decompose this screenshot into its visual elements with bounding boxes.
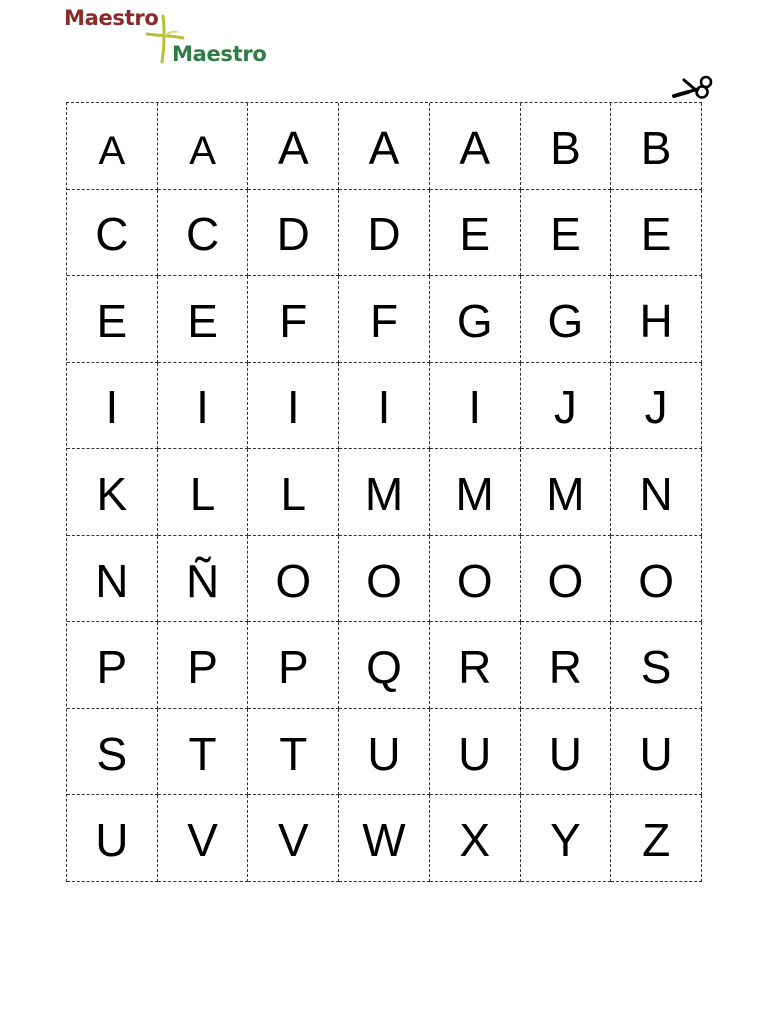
- letter-card: S: [67, 709, 158, 796]
- letter-card: Z: [611, 795, 702, 882]
- letter-card: M: [339, 449, 430, 536]
- letter-card: R: [521, 622, 612, 709]
- letter-card: W: [339, 795, 430, 882]
- letter-card: B: [521, 103, 612, 190]
- letter-card: P: [248, 622, 339, 709]
- letter-card: I: [248, 363, 339, 450]
- letter-card: I: [158, 363, 249, 450]
- letter-grid: [66, 102, 702, 882]
- letter-card: J: [611, 363, 702, 450]
- letter-card: A: [248, 103, 339, 190]
- letter-card: Q: [339, 622, 430, 709]
- letter-card: O: [339, 536, 430, 623]
- letter-card: L: [158, 449, 249, 536]
- letter-card: D: [248, 190, 339, 277]
- letter-card: T: [158, 709, 249, 796]
- letter-card: E: [67, 276, 158, 363]
- letter-card: O: [248, 536, 339, 623]
- letter-card: X: [430, 795, 521, 882]
- letter-card: G: [521, 276, 612, 363]
- letter-card: O: [611, 536, 702, 623]
- letter-card: M: [430, 449, 521, 536]
- letter-card: T: [248, 709, 339, 796]
- letter-card: S: [611, 622, 702, 709]
- letter-card: U: [611, 709, 702, 796]
- letter-card: O: [430, 536, 521, 623]
- letter-card: I: [339, 363, 430, 450]
- letter-card: E: [521, 190, 612, 277]
- letter-card: P: [158, 622, 249, 709]
- letter-card: U: [430, 709, 521, 796]
- letter-card: J: [521, 363, 612, 450]
- letter-card: Ñ: [158, 536, 249, 623]
- letter-card: E: [611, 190, 702, 277]
- letter-card: V: [248, 795, 339, 882]
- letter-card: A: [430, 103, 521, 190]
- letter-card: V: [158, 795, 249, 882]
- letter-card: C: [67, 190, 158, 277]
- letter-card: D: [339, 190, 430, 277]
- letter-card: A: [158, 103, 249, 190]
- letter-card: G: [430, 276, 521, 363]
- letter-card: U: [339, 709, 430, 796]
- letter-card: Y: [521, 795, 612, 882]
- letter-card: A: [67, 103, 158, 190]
- letter-card: L: [248, 449, 339, 536]
- letter-card: P: [67, 622, 158, 709]
- letter-card: E: [430, 190, 521, 277]
- letter-card: F: [248, 276, 339, 363]
- scissors-icon: [670, 72, 714, 106]
- letter-card: B: [611, 103, 702, 190]
- letter-card: I: [430, 363, 521, 450]
- letter-card: F: [339, 276, 430, 363]
- letter-card: N: [67, 536, 158, 623]
- letter-card: H: [611, 276, 702, 363]
- brand-logo: [63, 6, 278, 70]
- letter-card: K: [67, 449, 158, 536]
- letter-card: U: [521, 709, 612, 796]
- letter-card: C: [158, 190, 249, 277]
- letter-card: N: [611, 449, 702, 536]
- letter-card: O: [521, 536, 612, 623]
- letter-card: A: [339, 103, 430, 190]
- letter-card: E: [158, 276, 249, 363]
- letter-card: U: [67, 795, 158, 882]
- letter-card: R: [430, 622, 521, 709]
- letter-card: M: [521, 449, 612, 536]
- logo-text-bottom: Maestro: [172, 42, 267, 66]
- letter-card: I: [67, 363, 158, 450]
- logo-text-top: Maestro: [64, 6, 159, 30]
